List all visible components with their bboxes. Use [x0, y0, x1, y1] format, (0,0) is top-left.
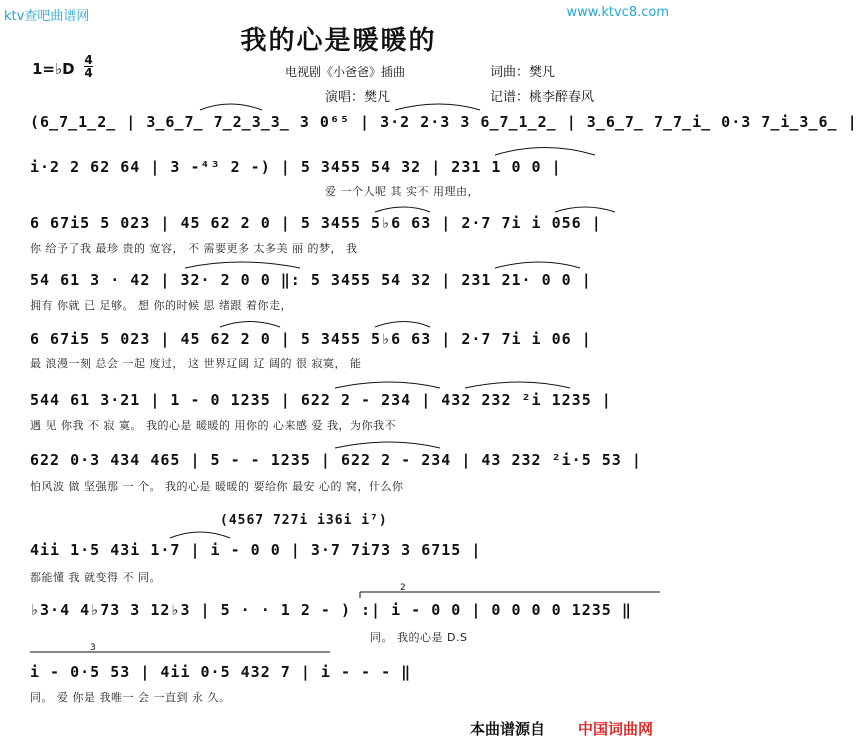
lyrics-line-5: 最 浪漫一刻 总会 一起 度过， 这 世界辽阔 辽 阔的 很 寂寞， 能	[30, 357, 362, 370]
song-subtitle: 电视剧《小爸爸》插曲	[285, 65, 406, 79]
lyrics-line-10: 同。 爱 你是 我唯一 会 一直到 永 久。	[30, 691, 231, 704]
singer: 演唱：樊凡	[325, 90, 391, 105]
footer-source-label: 本曲谱源自	[470, 720, 546, 738]
notation-line-6: 544 61 3·21 | 1 - 0 1235 | 622 2 - 234 | 432 232 ²i 1235 |	[30, 391, 612, 409]
notation-line-7: 622 0·3 434 465 | 5 - - 1235 | 622 2 - 234 | 43 232 ²i·5 53 |	[30, 451, 642, 469]
lyrics-line-9: 同。 我的心是 D.S	[370, 631, 468, 644]
svg-text:3: 3	[90, 643, 96, 653]
svg-text:2: 2	[400, 583, 406, 593]
watermark-right: www.ktvc8.com	[566, 5, 669, 20]
watermark-left: ktv查吧曲谱网	[4, 9, 90, 24]
key-signature: 1=♭D	[32, 60, 75, 78]
lyrics-line-7: 怕风波 做 坚强那 一 个。 我的心是 暖暖的 要给你 最安 心的 窝，什么你	[30, 480, 404, 493]
notation-line-9: ♭3·4 4♭73 3 12♭3 | 5 · · 1 2 - ) :| i - 0 0 | 0 0 0 0 1235 ‖	[30, 601, 632, 619]
song-title: 我的心是暖暖的	[240, 26, 437, 56]
notation-line-1: (6̲7̲1̲2̲ | 3̲6̲7̲ 7̲2̲3̲3̲ 3 0⁶⁵ | 3·2 2·3 3 6̲7̲1̲2̲ | 3̲6̲7̲ 7̲7̲i̲ 0·3 7̲i̲3̲6̲ |	[30, 113, 858, 131]
notation-line-4: 54 61 3 · 42 | 32· 2 0 0 ‖: 5 3455 54 32 | 231 21· 0 0 |	[30, 271, 592, 289]
footer-site-link[interactable]: 中国词曲网	[578, 720, 654, 738]
lyricist: 词曲：樊凡	[490, 65, 556, 80]
notation-line-8: 4ii 1·5 43i 1·7 | i - 0 0 | 3·7 7i73 3 6715 |	[30, 541, 482, 559]
notation-line-3: 6 67i5 5 023 | 45 62 2 0 | 5 3455 5♭6 63 | 2·7 7i i 056 |	[30, 214, 602, 232]
lyrics-line-3: 你 给予了我 最珍 贵的 宽容， 不 需要更多 太多美 丽 的梦， 我	[30, 242, 358, 255]
lyrics-line-8: 都能懂 我 就变得 不 同。	[30, 571, 161, 584]
lyrics-line-4: 拥有 你就 已 足够。 想 你的时候 思 绪跟 着你走，	[30, 299, 292, 312]
transcriber: 记谱：桃李醉春风	[490, 90, 595, 105]
lyrics-line-6: 遇 见 你我 不 寂 寞。 我的心是 暖暖的 用你的 心来感 爱 我，为你我不	[30, 419, 396, 432]
notation-line-2: i·2 2 62 64 | 3 -⁴³ 2 -) | 5 3455 54 32 | 231 1 0 0 |	[30, 158, 562, 176]
notation-line-5: 6 67i5 5 023 | 45 62 2 0 | 5 3455 5♭6 63 | 2·7 7i i 06 |	[30, 330, 592, 348]
lyrics-line-2: 爱 一个人呢 其 实不 用理由，	[325, 185, 479, 198]
notation-line-10: i - 0·5 53 | 4ii 0·5 432 7 | i - - - ‖	[30, 663, 412, 681]
time-signature: 4 4	[84, 53, 93, 80]
intro-bracket: (4567 727i i36i i⁷)	[220, 513, 388, 528]
